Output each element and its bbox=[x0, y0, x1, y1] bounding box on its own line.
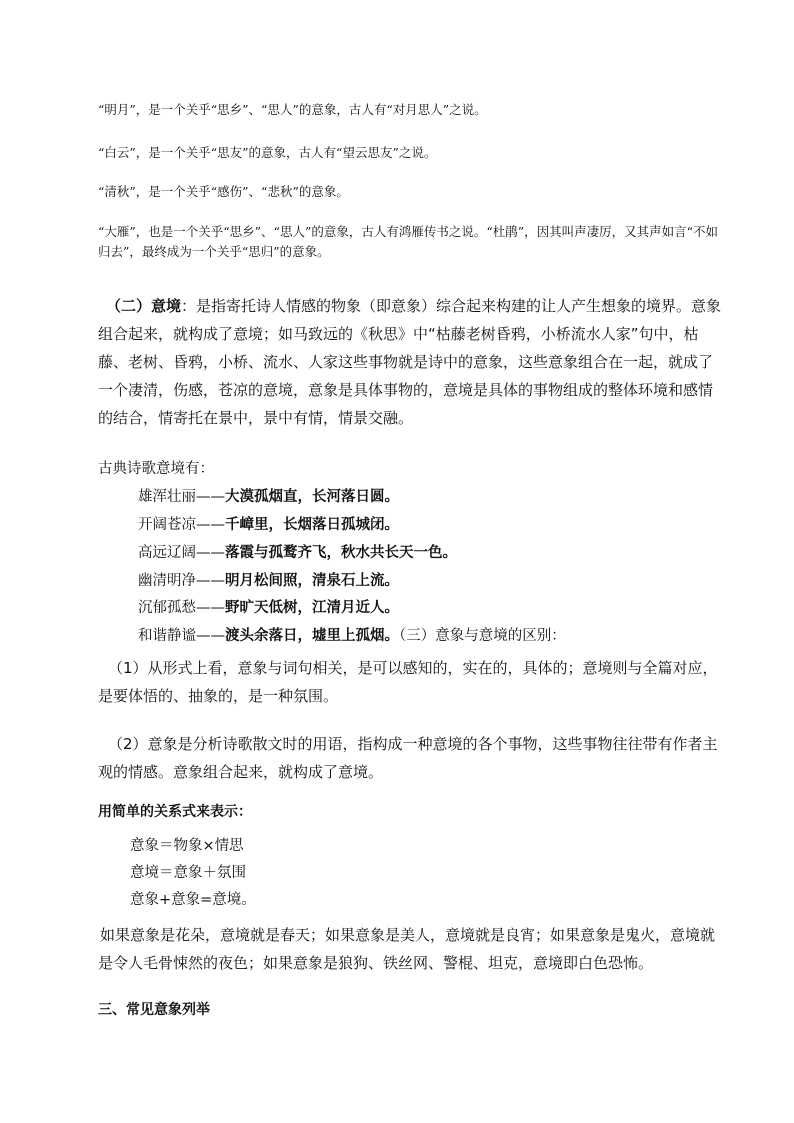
mood-verse: 大漠孤烟直，长河落日圆。 bbox=[225, 488, 399, 505]
note-qingqiu: “清秋”，是一个关乎“感伤”、“悲秋”的意象。 bbox=[98, 184, 349, 199]
mood-verse: 千嶂里，长烟落日孤城闭。 bbox=[225, 516, 399, 533]
mood-name: 沉郁孤愁 bbox=[138, 600, 196, 616]
mood-verse: 野旷天低树，江清月近人。 bbox=[225, 599, 399, 616]
note-dayan-dujuan: “大雁”，也是一个关乎“思乡”、“思人”的意象，古人有鸿雁传书之说。“杜鹃”，因其叫声凄厉，又其声如言“不如归去”，最终成为一个关乎“思归”的意象。 bbox=[98, 224, 719, 259]
yijing-text: ：是指寄托诗人情感的物象（即意象）综合起来构建的让人产生想象的境界。意象组合起来，就构成了意境；如马致远的《秋思》中“枯藤老树昏鸦，小桥流水人家”句中，枯藤、老树、昏鸦，小桥、流水、人家这些事物就是诗中的意象，这些意象组合在一起，就成了一个凄清，伤感，苍凉的意境，意象是具体事物的，意境是具体的事物组成的整体环境和感情的结合，情寄托在景中，景中有情，情景交融。 bbox=[98, 297, 722, 427]
note-baiyun: “白云”，是一个关乎“思友”的意象，古人有“望云思友”之说。 bbox=[98, 145, 437, 160]
mood-name: 开阔苍凉 bbox=[138, 517, 196, 533]
example-paragraph: 如果意象是花朵，意境就是春天；如果意象是美人，意境就是良宵；如果意象是鬼火，意境就是令人毛骨悚然的夜色；如果意象是狼狗、铁丝网、警棍、坦克，意境即白色恐怖。 bbox=[98, 926, 716, 972]
classical-item bbox=[138, 485, 399, 509]
classical-item bbox=[138, 624, 566, 648]
note-mingyue: “明月”，是一个关乎“思乡”、“思人”的意象，古人有“对月思人”之说。 bbox=[98, 102, 487, 117]
mood-sep: —— bbox=[196, 489, 225, 505]
diff-title: （三）意象与意境的区别： bbox=[399, 628, 566, 644]
mood-verse: 渡头余落日，墟里上孤烟。 bbox=[225, 627, 399, 644]
mood-sep: —— bbox=[196, 545, 225, 561]
mood-verse: 落霞与孤鹜齐飞，秋水共长天一色。 bbox=[225, 544, 457, 561]
formula-line: 意象+意象=意境。 bbox=[130, 892, 256, 908]
mood-name: 雄浑壮丽 bbox=[138, 489, 196, 505]
section-three-title: 三、常见意象列举 bbox=[98, 1002, 210, 1018]
classical-item bbox=[138, 513, 399, 537]
mood-verse: 明月松间照，清泉石上流。 bbox=[225, 572, 399, 589]
mood-name: 幽清明净 bbox=[138, 573, 196, 589]
classical-item bbox=[138, 541, 457, 565]
mood-sep: —— bbox=[196, 573, 225, 589]
yijing-paragraph bbox=[98, 292, 724, 432]
mood-sep: —— bbox=[196, 600, 225, 616]
classical-item bbox=[138, 569, 399, 593]
classical-item bbox=[138, 596, 399, 620]
mood-name: 高远辽阔 bbox=[138, 545, 196, 561]
formula-line: 意象＝物象×情思 bbox=[130, 838, 244, 854]
formula-title: 用简单的关系式来表示： bbox=[98, 804, 252, 820]
mood-name: 和谐静谧 bbox=[138, 628, 196, 644]
mood-sep: —— bbox=[196, 628, 225, 644]
diff-point-1: （1）从形式上看，意象与词句相关，是可以感知的，实在的，具体的；意境则与全篇对应，是要体悟的、抽象的，是一种氛围。 bbox=[98, 659, 718, 705]
diff-point-2: （2）意象是分析诗歌散文时的用语，指构成一种意境的各个事物，这些事物往往带有作者主观的情感。意象组合起来，就构成了意境。 bbox=[98, 735, 718, 781]
mood-sep: —— bbox=[196, 517, 225, 533]
formula-line: 意境＝意象＋氛围 bbox=[130, 865, 246, 881]
yijing-label: （二）意境 bbox=[106, 297, 182, 315]
classical-title: 古典诗歌意境有： bbox=[98, 461, 214, 477]
